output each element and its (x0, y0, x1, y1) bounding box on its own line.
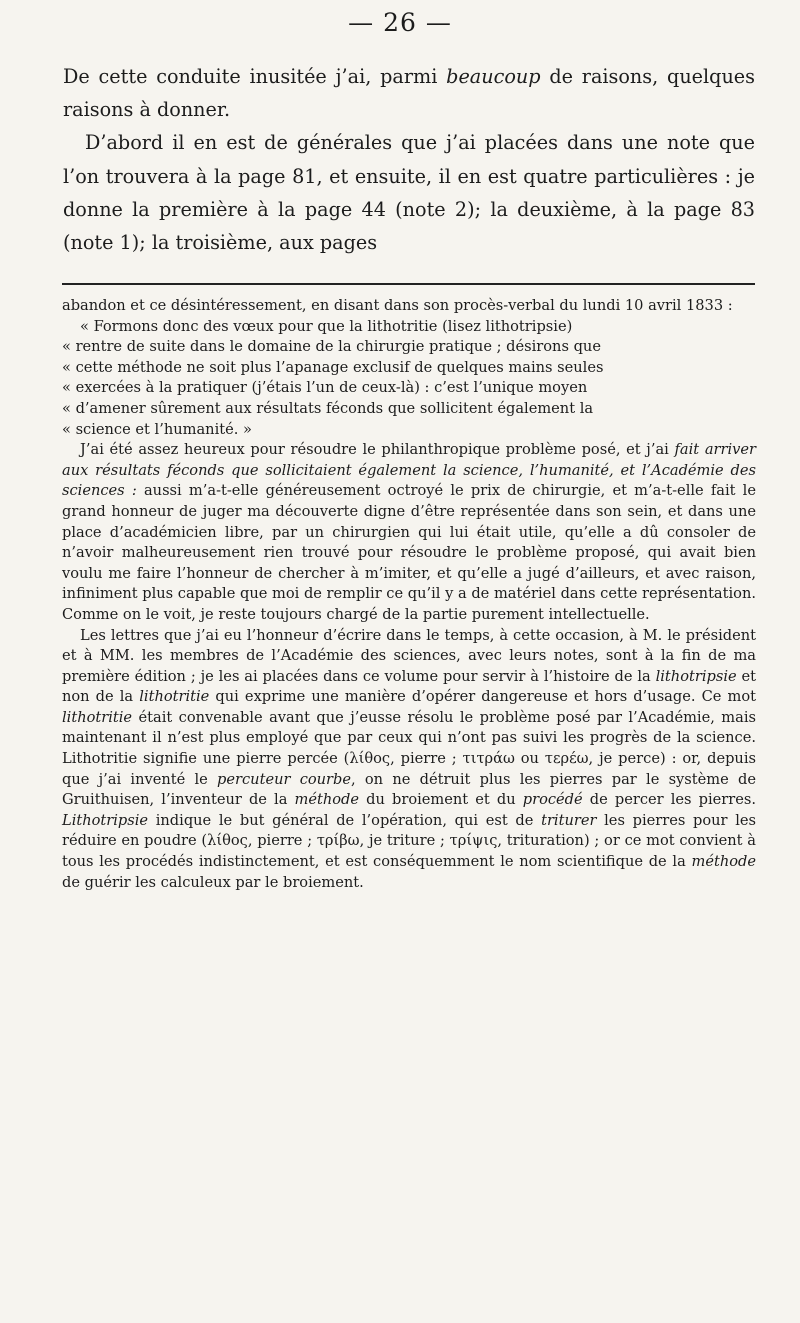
emphasis: méthode (691, 853, 756, 871)
text-run: indique le but général de l’opération, qui est de (148, 811, 542, 829)
text-run: était convenable avant que j’eusse résolu le problème posé par l’Académie, mais maintenant il n’est plus employé que par ceux qui n’ont pas suivi les progrès de la science. Lithotritie signifie une pierre percée (λίθος, pierre ; τιτράω ou τερέω, je perce) : or, depuis que j’ai inventé le (62, 708, 756, 788)
quote-line: « cette méthode ne soit plus l’apanage exclusif de quelques mains seules (62, 358, 604, 376)
text-run: , on ne détruit plus les pierres par le système de Gruithuisen, l’inventeur de la (62, 770, 756, 809)
emphasis: Lithotripsie (62, 811, 149, 829)
footnote-block (62, 296, 756, 893)
emphasis: triturer (541, 811, 597, 829)
text-run: et non de la (62, 667, 756, 706)
emphasis: procédé (522, 791, 583, 809)
text-run: J’ai été assez heureux pour résoudre le philanthropique problème posé, et j’ai (80, 441, 675, 459)
quote-line: « d’amener sûrement aux résultats féconds que sollicitent également la (62, 399, 594, 417)
footnote-paragraph-3 (62, 626, 756, 894)
quote-line: « science et l’humanité. » (62, 420, 252, 438)
footnote-paragraph-2 (62, 440, 756, 625)
text-run: du broiement et du (359, 791, 523, 809)
main-paragraph-2: D’abord il en est de générales que j’ai placées dans une note que l’on trouvera à la page 81, et ensuite, il en est quatre particulières : je donne la première à la page 44 (note 2); la deuxième, à la page 83 (note 1); la troisième, aux pages (63, 131, 755, 255)
emphasis: beaucoup (446, 65, 541, 88)
quote-line: « exercées à la pratiquer (j’étais l’un de ceux-là) : c’est l’unique moyen (62, 379, 588, 397)
text-run: aussi m’a-t-elle généreusement octroyé le prix de chirurgie, et m’a-t-elle fait le grand honneur de juger ma découverte digne d’être représentée dans son sein, et dans une place d’académicien libre, par un chirurgien qui lui était utile, qu’elle a dû consoler de n’avoir malheureusement rien trouvé pour résoudre le problème proposé, qui avait bien voulu me faire l’honneur de chercher à m’imiter, et qu’elle a jugé d’ailleurs, et avec raison, infiniment plus capable que moi de remplir ce qu’il y a de matériel dans cette représentation. Comme on le voit, je reste toujours chargé de la partie purement intellectuelle. (62, 482, 756, 623)
quote-line: « rentre de suite dans le domaine de la chirurgie pratique ; désirons que (62, 338, 601, 356)
quote-line: « Formons donc des vœux pour que la lithotritie (lisez lithotripsie) (80, 317, 573, 335)
emphasis: percuteur courbe (217, 770, 352, 788)
text-run: de percer les pierres. (582, 791, 756, 809)
emphasis: méthode (294, 791, 360, 809)
text-run: de guérir les calculeux par le broiement. (62, 873, 364, 891)
page-number: — 26 — (348, 8, 452, 37)
footnote-separator (62, 283, 755, 285)
text-run: De cette conduite inusitée j’ai, parmi (63, 65, 447, 88)
emphasis: lithotritie (139, 688, 210, 706)
text-run: de raisons, quelques raisons à donner. (63, 65, 756, 122)
emphasis: lithotritie (62, 708, 133, 726)
main-text (63, 60, 755, 259)
text-run: Les lettres que j’ai eu l’honneur d’écrire dans le temps, à cette occasion, à M. le président et à MM. les membres de l’Académie des sciences, avec leurs notes, sont à la fin de ma première édition ; je les ai placées dans ce volume pour servir à l’histoire de la (62, 626, 756, 685)
emphasis: fait arriver aux résultats féconds que sollicitaient également la science, l’humanité, et l’Académie des sciences : (62, 441, 756, 500)
main-paragraph-1 (63, 60, 755, 126)
emphasis: lithotripsie (655, 667, 737, 685)
text-run: qui exprime une manière d’opérer dangereuse et hors d’usage. Ce mot (209, 688, 756, 706)
footnote-continuation: abandon et ce désintéressement, en disant dans son procès-verbal du lundi 10 avril 1833 : (62, 297, 733, 314)
text-run: les pierres pour les réduire en poudre (λίθος, pierre ; τρίβω, je triture ; τρίψις, trituration) ; or ce mot convient à tous les procédés indistinctement, et est conséquemment le nom scientifique de la (62, 811, 756, 871)
